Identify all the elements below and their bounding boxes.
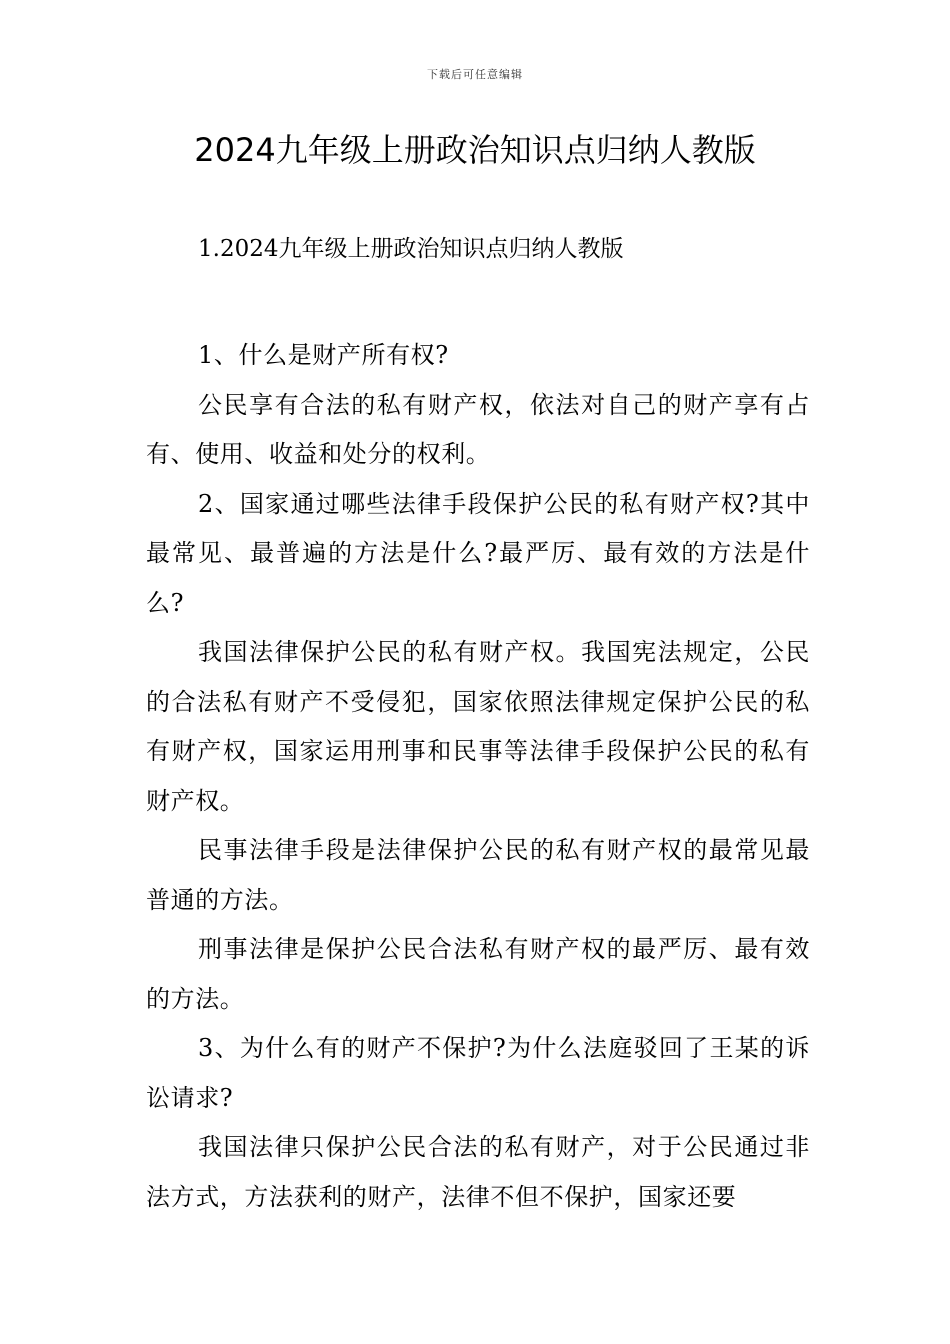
question-3: 3、为什么有的财产不保护?为什么法庭驳回了王某的诉讼请求? — [146, 1034, 810, 1112]
question-2: 2、国家通过哪些法律手段保护公民的私有财产权?其中最常见、最普遍的方法是什么?最严厉、最有效的方法是什么? — [146, 489, 810, 617]
body-text — [146, 331, 810, 1222]
answer-paragraph: 民事法律手段是法律保护公民的私有财产权的最常见最普通的方法。 — [146, 836, 810, 914]
answer-paragraph: 公民享有合法的私有财产权，依法对自己的财产享有占有、使用、收益和处分的权利。 — [146, 390, 810, 468]
header-note: 下载后可任意编辑 — [427, 68, 523, 81]
question-1: 1、什么是财产所有权? — [198, 341, 449, 369]
section-subtitle: 1.2024九年级上册政治知识点归纳人教版 — [198, 236, 624, 262]
answer-paragraph: 刑事法律是保护公民合法私有财产权的最严厉、最有效的方法。 — [146, 935, 810, 1013]
answer-paragraph: 我国法律只保护公民合法的私有财产，对于公民通过非法方式，方法获利的财产，法律不但不保护，国家还要 — [146, 1133, 810, 1211]
document-title: 2024九年级上册政治知识点归纳人教版 — [194, 131, 756, 169]
answer-paragraph: 我国法律保护公民的私有财产权。我国宪法规定，公民的合法私有财产不受侵犯，国家依照法律规定保护公民的私有财产权，国家运用刑事和民事等法律手段保护公民的私有财产权。 — [146, 638, 810, 815]
